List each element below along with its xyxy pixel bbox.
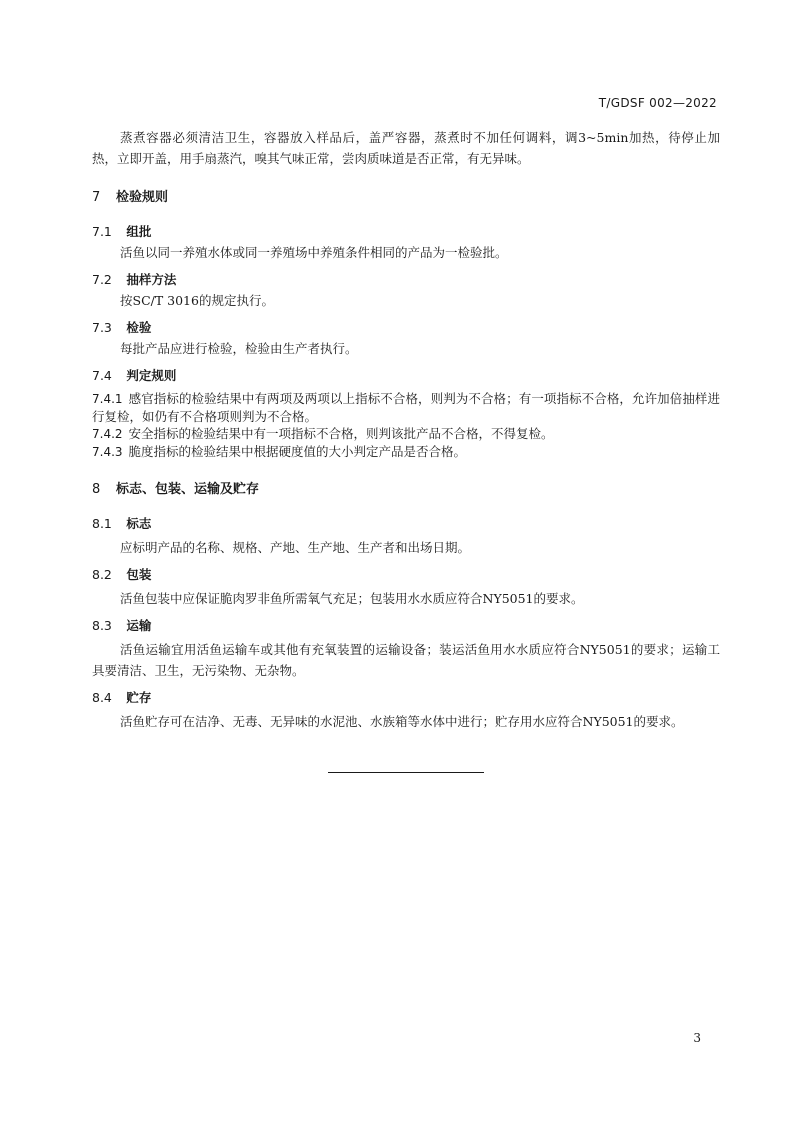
- section-title: 运输: [126, 618, 152, 633]
- standard-code: T/GDSF 002—2022: [598, 96, 717, 110]
- section-7-3-text: 每批产品应进行检验，检验由生产者执行。: [120, 341, 358, 356]
- document-body: [92, 127, 720, 732]
- section-7-2-text: 按SC/T 3016的规定执行。: [120, 293, 274, 308]
- section-title: 标志、包装、运输及贮存: [116, 482, 260, 497]
- item-text: 感官指标的检验结果中有两项及两项以上指标不合格，则判为不合格；有一项指标不合格，允许加倍抽样进行复检，如仍有不合格项则判为不合格。: [92, 391, 720, 424]
- list-item: [92, 390, 720, 425]
- section-number: 8.1: [92, 516, 112, 531]
- section-title: 贮存: [126, 690, 152, 705]
- section-number: 7.1: [92, 224, 112, 239]
- section-title: 判定规则: [126, 368, 177, 383]
- section-8-heading: [92, 479, 720, 500]
- section-title: 标志: [126, 516, 152, 531]
- section-8-1-heading: [92, 513, 720, 534]
- section-7-3-heading: [92, 317, 720, 338]
- section-8-3-text: 活鱼运输宜用活鱼运输车或其他有充氧装置的运输设备；装运活鱼用水水质应符合NY5051的要求；运输工具要清洁、卫生，无污染物、无杂物。: [92, 642, 720, 678]
- item-text: 安全指标的检验结果中有一项指标不合格，则判该批产品不合格，不得复检。: [128, 426, 554, 441]
- section-7-2-heading: [92, 269, 720, 290]
- section-number: 7.2: [92, 272, 112, 287]
- section-8-4-text: 活鱼贮存可在洁净、无毒、无异味的水泥池、水族箱等水体中进行；贮存用水应符合NY5051的要求。: [120, 714, 684, 729]
- section-8-1-text: 应标明产品的名称、规格、产地、生产地、生产者和出场日期。: [120, 540, 471, 555]
- section-number: 8.3: [92, 618, 112, 633]
- section-title: 检验规则: [116, 190, 169, 205]
- section-number: 7: [92, 190, 101, 205]
- section-number: 7.4: [92, 368, 112, 383]
- item-number: 7.4.1: [92, 392, 123, 406]
- section-8-4-heading: [92, 687, 720, 708]
- section-8-3-heading: [92, 615, 720, 636]
- section-8-2-text: 活鱼包装中应保证脆肉罗非鱼所需氧气充足；包装用水水质应符合NY5051的要求。: [120, 591, 584, 606]
- section-7-heading: [92, 187, 720, 208]
- item-text: 脆度指标的检验结果中根据硬度值的大小判定产品是否合格。: [128, 444, 467, 459]
- section-number: 8.4: [92, 690, 112, 705]
- item-number: 7.4.3: [92, 445, 123, 459]
- end-of-document-rule: [328, 772, 484, 773]
- section-title: 包装: [126, 567, 152, 582]
- section-number: 8.2: [92, 567, 112, 582]
- section-title: 组批: [126, 224, 152, 239]
- section-number: 7.3: [92, 320, 112, 335]
- section-title: 检验: [126, 320, 152, 335]
- section-7-1-heading: [92, 221, 720, 242]
- section-7-1-text: 活鱼以同一养殖水体或同一养殖场中养殖条件相同的产品为一检验批。: [120, 245, 508, 260]
- section-8-2-heading: [92, 564, 720, 585]
- list-item: [92, 443, 720, 461]
- section-7-4-heading: [92, 365, 720, 386]
- page-number: 3: [693, 1031, 701, 1045]
- section-title: 抽样方法: [126, 272, 177, 287]
- list-item: [92, 425, 720, 443]
- item-number: 7.4.2: [92, 427, 123, 441]
- section-number: 8: [92, 482, 101, 497]
- intro-paragraph: 蒸煮容器必须清洁卫生，容器放入样品后，盖严容器，蒸煮时不加任何调料，调3~5min加热，待停止加热，立即开盖，用手扇蒸汽，嗅其气味正常，尝肉质味道是否正常，有无异味。: [92, 130, 720, 166]
